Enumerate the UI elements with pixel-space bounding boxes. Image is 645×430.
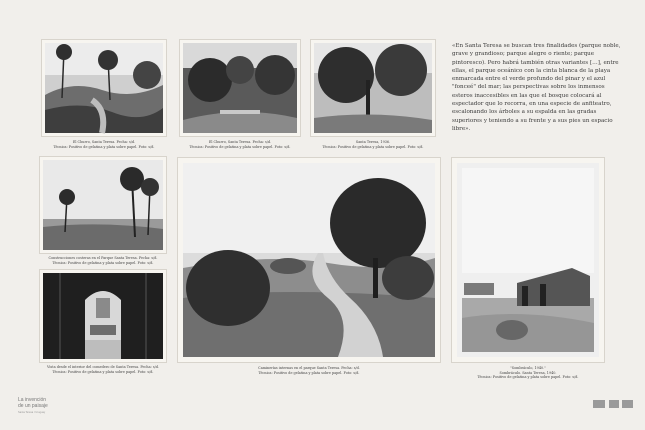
logo-icon: [609, 400, 619, 408]
caption-photo-4: Construcciones costeras en el Parque Santa Teresa. Fecha: s/d. Técnica: Positivo de gelatina y plata sobre papel. Foto: s/d.: [48, 256, 158, 265]
caption-photo-1: El Churro, Santa Teresa. Fecha: s/d. Técnica: Positivo de gelatina y plata sobre papel. Foto: s/d.: [53, 140, 155, 149]
photo-coastal-palms: [40, 157, 166, 253]
photo-comedero-interior: [40, 270, 166, 362]
caption-photo-6: Caminerías internas en el parque Santa Teresa. Fecha: s/d. Técnica: Positivo de gelatina y plata sobre papel. Foto: s/d.: [258, 366, 360, 375]
photo-sombraculo: [452, 158, 604, 362]
photo-internal-paths: [178, 158, 440, 362]
sponsor-logos: [593, 400, 633, 408]
logo-icon: [593, 400, 605, 408]
photo-el-churro-1: [42, 40, 166, 136]
quote-text: «En Santa Teresa se buscan tres finalidades (parque noble, grave y grandioso; parque alegre o riente; parque pintoresco). Pero habrá también otras variantes […], entre ellas, el parque oceánico con la cinta blanca de la playa enmarcada entre el verde profundo del pinar y el azul "fonceé" del mar; las perspectivas sobre los inmensos esteros inaccesibles en las que el bosque colocará al espectador que lo recorra, en una especie de anfiteatro, escalonando los árboles a su espalda en las gradas superiores y teniendo a su frente y a sus pies un espacio libre».: [452, 43, 621, 132]
exhibition-subtitle: Santa Teresa / Uruguay: [18, 411, 46, 414]
caption-photo-5: Vista desde el interior del comedero de Santa Teresa. Fecha: s/d. Técnica: Positivo de gelatina y plata sobre papel. Foto: s/d.: [47, 365, 159, 374]
caption-photo-3: Santa Teresa, 1936. Técnica: Positivo de gelatina y plata sobre papel. Foto: s/d.: [322, 140, 424, 149]
caption-photo-7: "Sombráculo, 1940." Sombráculo. Santa Teresa, 1940. Técnica: Positivo de gelatina y plata sobre papel. Foto: s/d.: [477, 366, 579, 380]
caption-photo-2: El Churro, Santa Teresa. Fecha: s/d. Técnica: Positivo de gelatina y plata sobre papel. Foto: s/d.: [189, 140, 291, 149]
photo-el-churro-2: [180, 40, 300, 136]
logo-icon: [622, 400, 633, 408]
photo-santa-teresa-1936: [311, 40, 435, 136]
exhibition-title: La invención de un paisaje: [18, 397, 48, 409]
